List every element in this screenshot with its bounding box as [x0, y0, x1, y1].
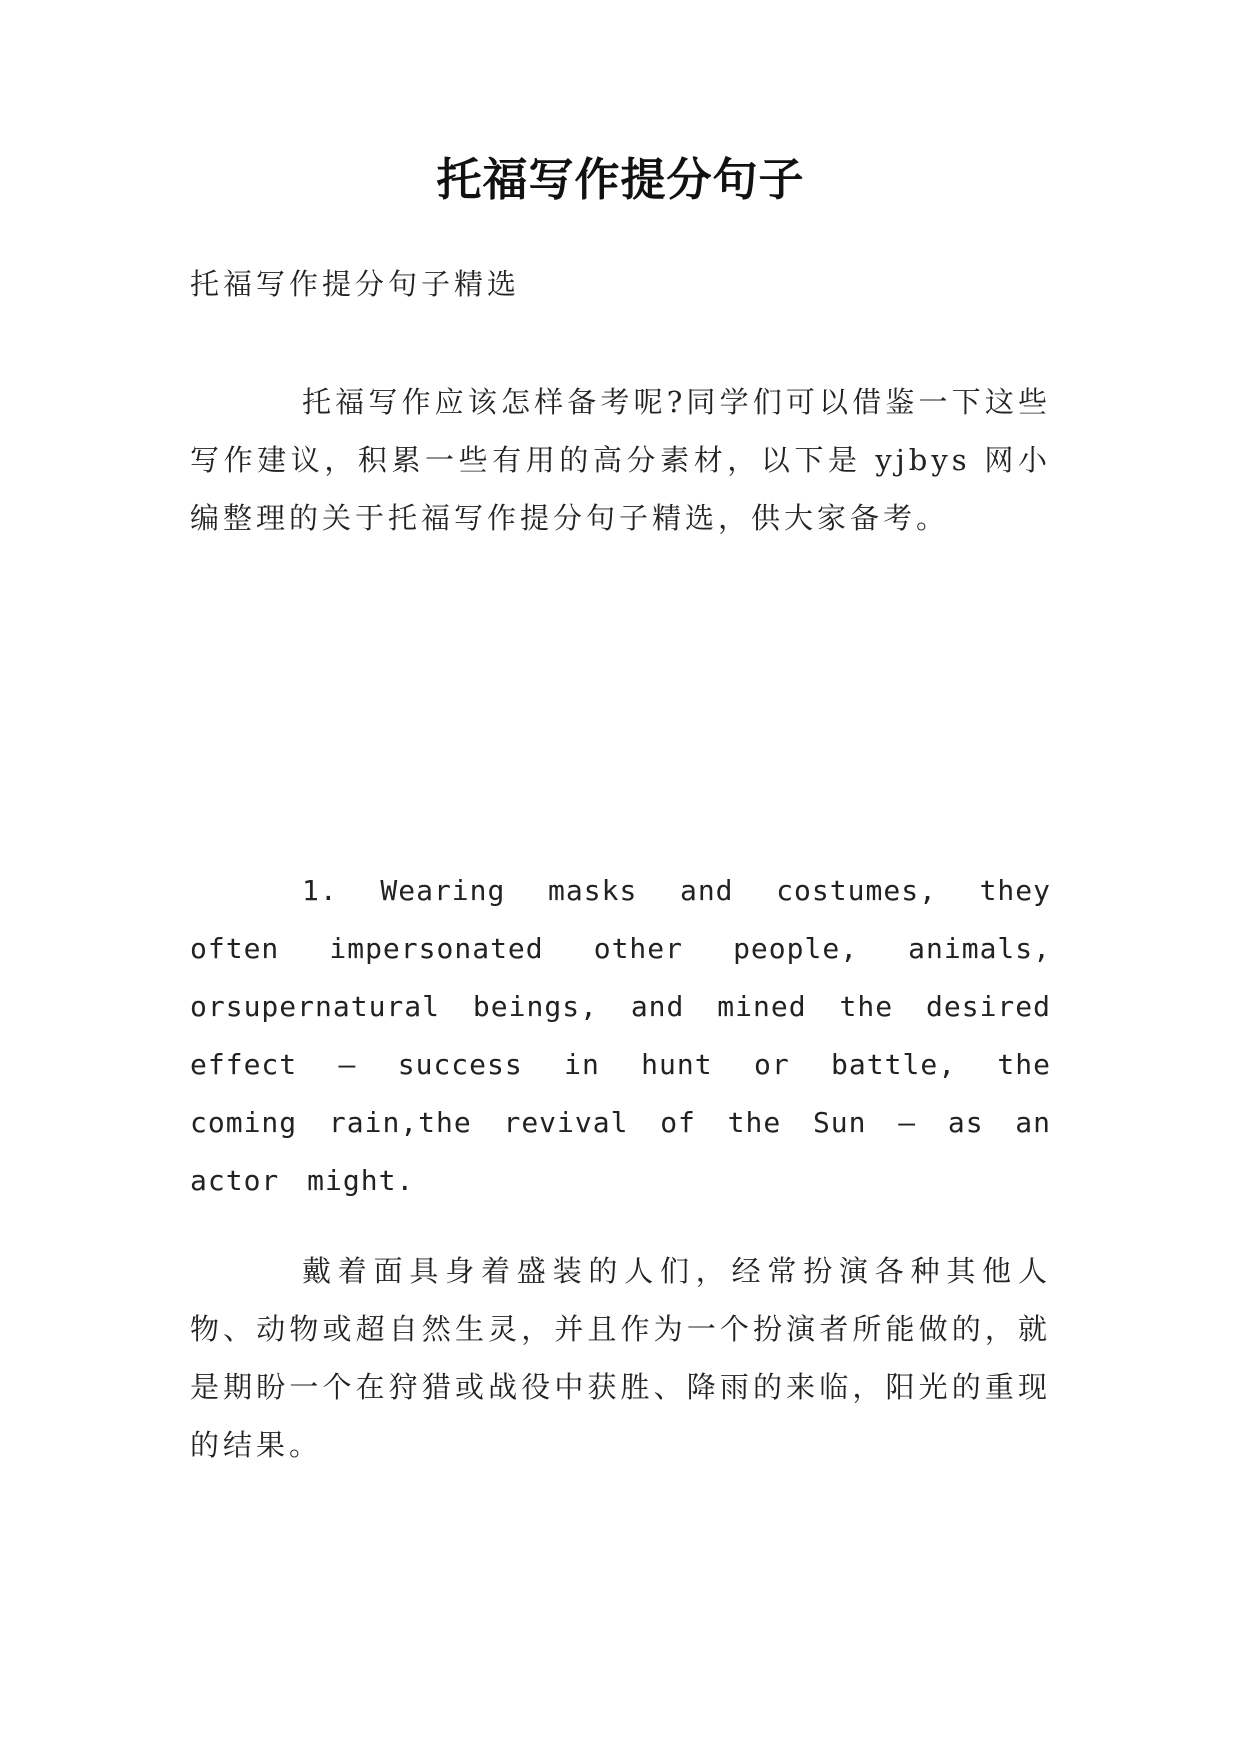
sentence-1-english: 1. Wearing masks and costumes, they often impersonated other people, animals, orsupernatural beings, and mined the desired effect – success in hunt or battle, the coming rain,the revival of the Sun – as an actor might. — [190, 874, 1051, 1197]
intro-paragraph: 托福写作应该怎样备考呢?同学们可以借鉴一下这些写作建议，积累一些有用的高分素材，以下是 yjbys 网小编整理的关于托福写作提分句子精选，供大家备考。 — [190, 385, 1051, 535]
document-subtitle: 托福写作提分句子精选 — [190, 267, 521, 301]
document-title: 托福写作提分句子 — [436, 153, 805, 206]
sentence-1-chinese: 戴着面具身着盛装的人们，经常扮演各种其他人物、动物或超自然生灵，并且作为一个扮演者所能做的，就是期盼一个在狩猎或战役中获胜、降雨的来临，阳光的重现的结果。 — [190, 1254, 1051, 1462]
